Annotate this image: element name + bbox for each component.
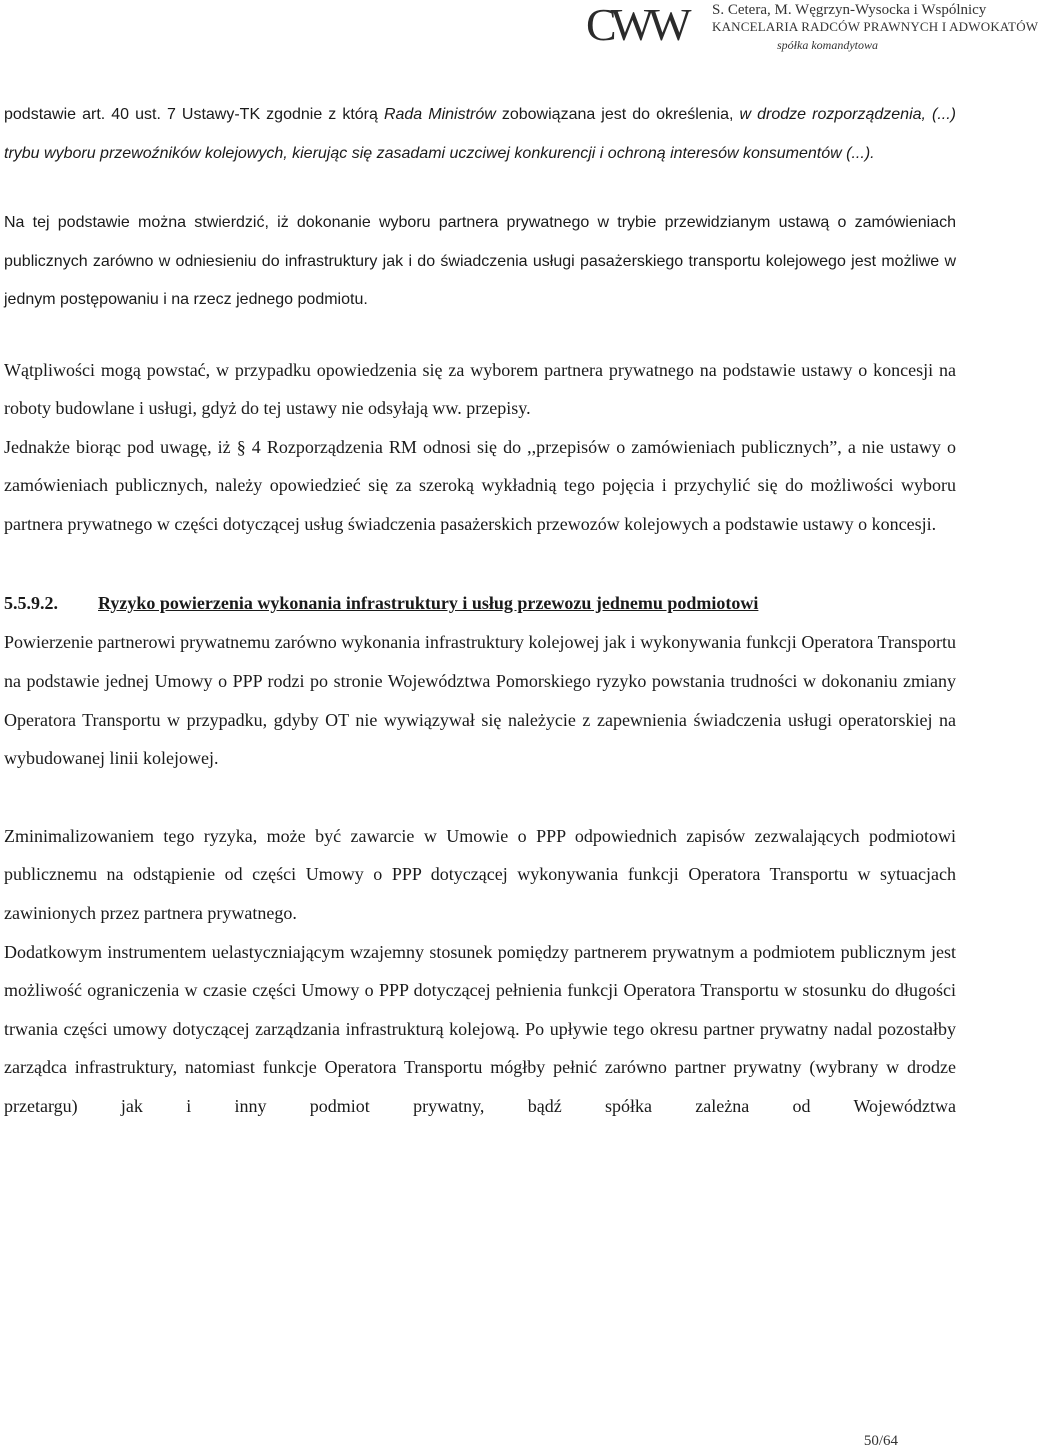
page-header	[580, 0, 1038, 60]
firm-descriptor: KANCELARIA RADCÓW PRAWNYCH I ADWOKATÓW	[712, 19, 1038, 34]
firm-name: S. Cetera, M. Węgrzyn-Wysocka i Wspólnicy	[712, 2, 987, 18]
document-body	[4, 96, 956, 1126]
firm-legal-form: spółka komandytowa	[777, 38, 878, 52]
paragraph-interpretation: Jednakże biorąc pod uwagę, iż § 4 Rozporządzenia RM odnosi się do ,,przepisów o zamówieniach publicznych”, a nie ustawy o zamówieniach publicznych, należy opowiedzieć się za szeroką wykładnią tego pojęcia i przychylić się do możliwości wyboru partnera prywatnego w części dotyczącej usług świadczenia pasażerskich przewozów kolejowych a podstawie ustawy o koncesji.	[4, 436, 956, 534]
logo-text: CWW	[586, 0, 686, 50]
section-heading	[4, 583, 956, 623]
paragraph-mitigation: Zminimalizowaniem tego ryzyka, może być zawarcie w Umowie o PPP odpowiednich zapisów zezwalających podmiotowi publicznemu na odstąpienie od części Umowy o PPP dotyczącej wykonywania funkcji Operatora Transportu w sytuacjach zawinionych przez partnera prywatnego.	[4, 825, 956, 924]
section-title: Ryzyko powierzenia wykonania infrastruktury i usług przewozu jednemu podmiotowi	[98, 593, 759, 614]
paragraph-additional-instrument: Dodatkowym instrumentem uelastyczniającym wzajemny stosunek pomiędzy partnerem prywatnym a podmiotem publicznym jest możliwość ograniczenia w czasie części Umowy o PPP dotyczącej pełnienia funkcji Operatora Transportu w stosunku do długości trwania części umowy dotyczącej zarządzania infrastrukturą kolejową. Po upływie tego okresu partner prywatny nadal pozostałby zarządca infrastruktury, natomiast funkcje Operatora Transportu mógłby pełnić zarówno partner prywatny (wybrany w drodze przetargu) jak i inny podmiot prywatny, bądź spółka zależna od Województwa	[4, 941, 956, 1116]
page-number: 50/64	[863, 1433, 898, 1449]
section-number: 5.5.9.2.	[4, 593, 58, 614]
paragraph-doubts: Wątpliwości mogą powstać, w przypadku opowiedzenia się za wyborem partnera prywatnego na podstawie ustawy o koncesji na roboty budowlane i usługi, gdyż do tej ustawy nie odsyłają ww. przepisy.	[4, 359, 956, 419]
paragraph-risk: Powierzenie partnerowi prywatnemu zarówno wykonania infrastruktury kolejowej jak i wykonywania funkcji Operatora Transportu na podstawie jednej Umowy o PPP rodzi po stronie Województwa Pomorskiego ryzyko powstania trudności w dokonaniu zmiany Operatora Transportu w przypadku, gdyby OT nie wywiązywał się należycie z zapewnienia świadczenia usługi operatorskiej na wybudowanej linii kolejowej.	[4, 632, 956, 769]
firm-logo	[586, 0, 706, 50]
paragraph-legal-basis: podstawie art. 40 ust. 7 Ustawy-TK zgodnie z którą Rada Ministrów zobowiązana jest do określenia, w drodze rozporządzenia, (...) trybu wyboru przewoźników kolejowych, kierując się zasadami uczciwej konkurencji i ochroną interesów konsumentów (...).	[4, 106, 957, 162]
paragraph-conclusion: Na tej podstawie można stwierdzić, iż dokonanie wyboru partnera prywatnego w trybie przewidzianym ustawą o zamówieniach publicznych zarówno w odniesieniu do infrastruktury jak i do świadczenia usługi pasażerskiego transportu kolejowego jest możliwe w jednym postępowaniu i na rzecz jednego podmiotu.	[4, 214, 956, 308]
